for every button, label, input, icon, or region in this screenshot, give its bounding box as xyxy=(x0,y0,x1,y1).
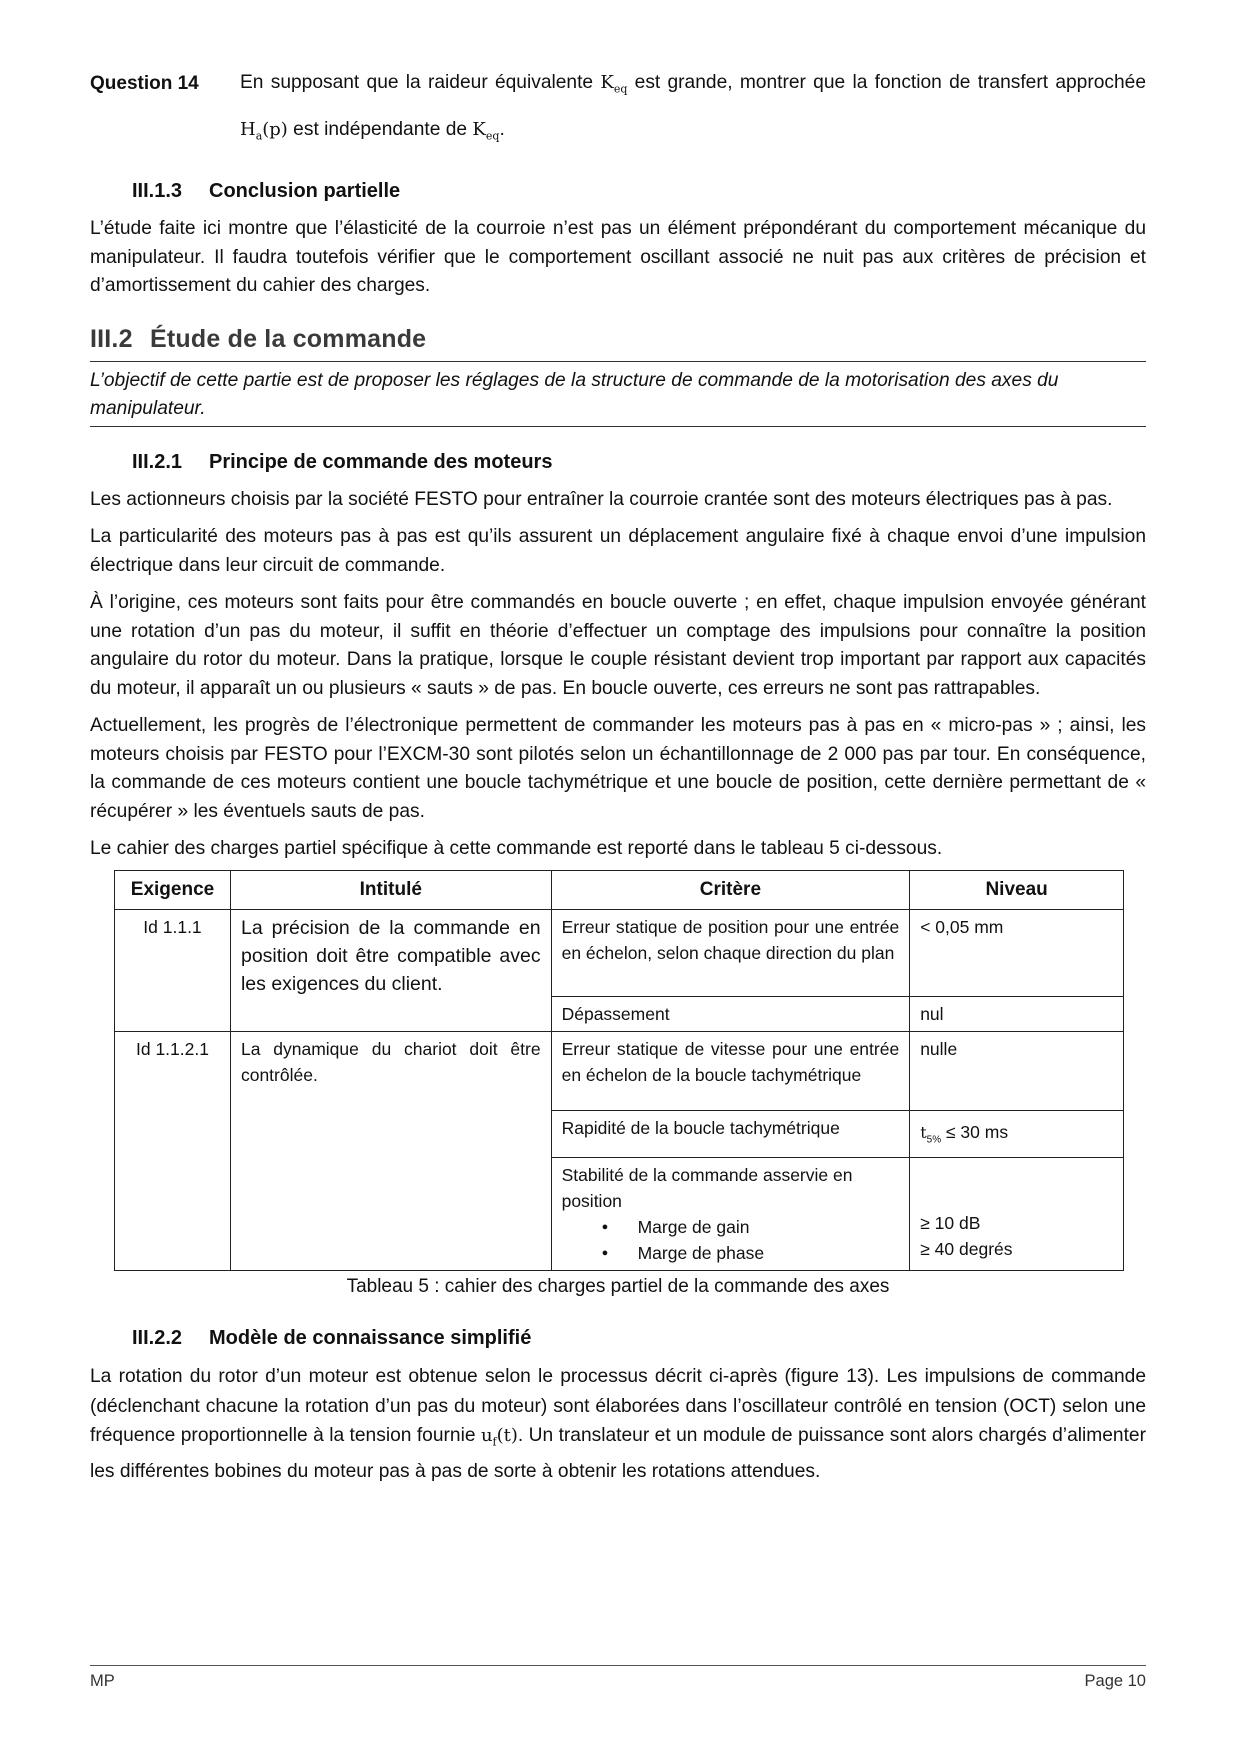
cell-criterion: Erreur statique de vitesse pour une entrée en échelon de la boucle tachymétrique xyxy=(551,1031,910,1110)
math-symbol: K xyxy=(472,118,486,140)
math-symbol: t xyxy=(920,1122,927,1142)
heading-iii-1-3 xyxy=(132,177,1146,205)
text-run: . Un translateur et un module de puissance sont alors chargés d’alimenter les différentes bobines du moteur pas à pas de sorte à obtenir les rotations attendues. xyxy=(90,1425,1146,1483)
paragraph-modele xyxy=(90,1362,1146,1487)
math-subscript: eq xyxy=(485,129,500,143)
math-subscript: a xyxy=(255,129,263,143)
text-run: . xyxy=(499,118,505,140)
cell-criterion: Dépassement xyxy=(551,996,910,1031)
level-value: ≥ 40 degrés xyxy=(920,1239,1013,1260)
level-value: ≤ 30 ms xyxy=(941,1121,1009,1142)
math-keq-2 xyxy=(472,118,500,143)
header-critere: Critère xyxy=(551,870,910,909)
math-ha xyxy=(240,118,288,143)
question-14 xyxy=(90,70,1146,156)
cell-id: Id 1.1.1 xyxy=(115,909,231,1031)
math-uf xyxy=(480,1425,518,1449)
cell-title: La précision de la commande en position doit être compatible avec les exigences du client. xyxy=(230,909,551,1031)
heading-iii-2 xyxy=(90,323,1146,355)
level-value: ≥ 10 dB xyxy=(920,1213,981,1234)
heading-title: Modèle de connaissance simplifié xyxy=(209,1327,532,1350)
document-page xyxy=(90,70,1146,1487)
math-subscript: f xyxy=(492,1435,497,1449)
page-number: Page 10 xyxy=(1084,1672,1146,1690)
paragraph-actionneurs: Les actionneurs choisis par la société FESTO pour entraîner la courroie crantée sont des moteurs électriques pas à pas. xyxy=(90,488,1113,510)
criterion-text: Stabilité de la commande asservie en position xyxy=(561,1165,853,1212)
math-symbol: K xyxy=(600,72,614,93)
cell-level: < 0,05 mm xyxy=(910,909,1124,996)
text-run: En supposant que la raideur équivalente xyxy=(240,72,601,93)
math-keq xyxy=(600,72,628,96)
heading-title: Étude de la commande xyxy=(150,324,427,353)
paragraph-actuellement: Actuellement, les progrès de l’électronique permettent de commander les moteurs pas à pas en « micro-pas » ; ainsi, les moteurs choisis par FESTO pour l’EXCM-30 sont pilotés selon un échantillonnage de 2 000 pas par tour. En conséquence, la commande de ces moteurs contient une boucle tachymétrique et une boucle de position, cette dernière permettant de « récupérer » les éventuels sauts de pas. xyxy=(90,715,1146,822)
math-argument: (p) xyxy=(262,118,288,140)
cell-level xyxy=(910,1110,1124,1158)
paragraph-conclusion: L’étude faite ici montre que l’élasticité de la courroie n’est pas un élément prépondérant du comportement mécanique du manipulateur. Il faudra toutefois vérifier que le comportement oscillant associé ne nuit pas aux critères de précision et d’amortissement du cahier des charges. xyxy=(90,218,1146,297)
text-run: La rotation du rotor d’un moteur est obtenue selon le processus décrit ci-après (figure 13). Les impulsions de commande (déclenchant chacune la rotation d’un pas du moteur) sont élaborées dans l’oscillateur contrôlé en tension (OCT) selon une fréquence proportionnelle à la tension fournie xyxy=(90,1366,1146,1447)
table-header-row xyxy=(115,870,1124,909)
paragraph-cahier: Le cahier des charges partiel spécifique à cette commande est reporté dans le tableau 5 ci-dessous. xyxy=(90,838,943,860)
heading-number: III.2.1 xyxy=(132,450,183,473)
requirements-table xyxy=(114,870,1124,1272)
cell-level xyxy=(910,1158,1124,1271)
question-text xyxy=(240,63,1146,156)
heading-title: Principe de commande des moteurs xyxy=(209,450,553,473)
cell-criterion: Rapidité de la boucle tachymétrique xyxy=(551,1110,910,1158)
cell-criterion: Erreur statique de position pour une entrée en échelon, selon chaque direction du plan xyxy=(551,909,910,996)
math-symbol: H xyxy=(240,118,256,140)
heading-number: III.1.3 xyxy=(132,180,183,203)
heading-iii-2-2 xyxy=(132,1324,1146,1352)
list-item: ● Marge de phase xyxy=(602,1240,900,1266)
heading-iii-2-1 xyxy=(132,448,1146,476)
header-exigence: Exigence xyxy=(115,870,231,909)
cell-title: La dynamique du chariot doit être contrôlée. xyxy=(230,1031,551,1271)
heading-number: III.2 xyxy=(90,324,133,353)
math-symbol: u xyxy=(480,1425,493,1447)
heading-number: III.2.2 xyxy=(132,1327,183,1350)
header-niveau: Niveau xyxy=(910,870,1124,909)
list-item: ● Marge de gain xyxy=(602,1214,900,1240)
cell-level: nulle xyxy=(910,1031,1124,1110)
heading-title: Conclusion partielle xyxy=(209,180,401,203)
text-run: est grande, montrer que la fonction de transfert approchée xyxy=(627,72,1147,93)
cell-criterion xyxy=(551,1158,910,1271)
paragraph-origine: À l’origine, ces moteurs sont faits pour être commandés en boucle ouverte ; en effet, chaque impulsion envoyée générant une rotation d’un pas du moteur, il suffit en théorie d’effectuer un comptage des impulsions pour connaître la position angulaire du rotor du moteur. Dans la pratique, lorsque le couple résistant devient trop important par rapport aux capacités du moteur, il apparaît un ou plusieurs « sauts » de pas. En boucle ouverte, ces erreurs ne sont pas rattrapables. xyxy=(90,592,1146,699)
cell-level: nul xyxy=(910,996,1124,1031)
cell-id: Id 1.1.2.1 xyxy=(115,1031,231,1271)
page-footer xyxy=(90,1665,1146,1691)
table-row xyxy=(115,1031,1124,1110)
table-row xyxy=(115,909,1124,996)
objective-box: L’objectif de cette partie est de proposer les réglages de la structure de commande de la motorisation des axes du manipulateur. xyxy=(90,361,1146,427)
header-intitule: Intitulé xyxy=(230,870,551,909)
math-argument: (t) xyxy=(496,1425,518,1447)
criterion-list xyxy=(562,1214,900,1266)
text-run: est indépendante de xyxy=(287,118,473,140)
paragraph-particularite: La particularité des moteurs pas à pas est qu’ils assurent un déplacement angulaire fixé à chaque envoi d’une impulsion électrique dans leur circuit de commande. xyxy=(90,526,1146,576)
footer-left: MP xyxy=(90,1672,115,1690)
math-subscript: 5% xyxy=(926,1134,942,1146)
math-subscript: eq xyxy=(613,82,628,96)
question-label: Question 14 xyxy=(90,73,199,94)
table-caption: Tableau 5 : cahier des charges partiel de la commande des axes xyxy=(346,1276,890,1298)
